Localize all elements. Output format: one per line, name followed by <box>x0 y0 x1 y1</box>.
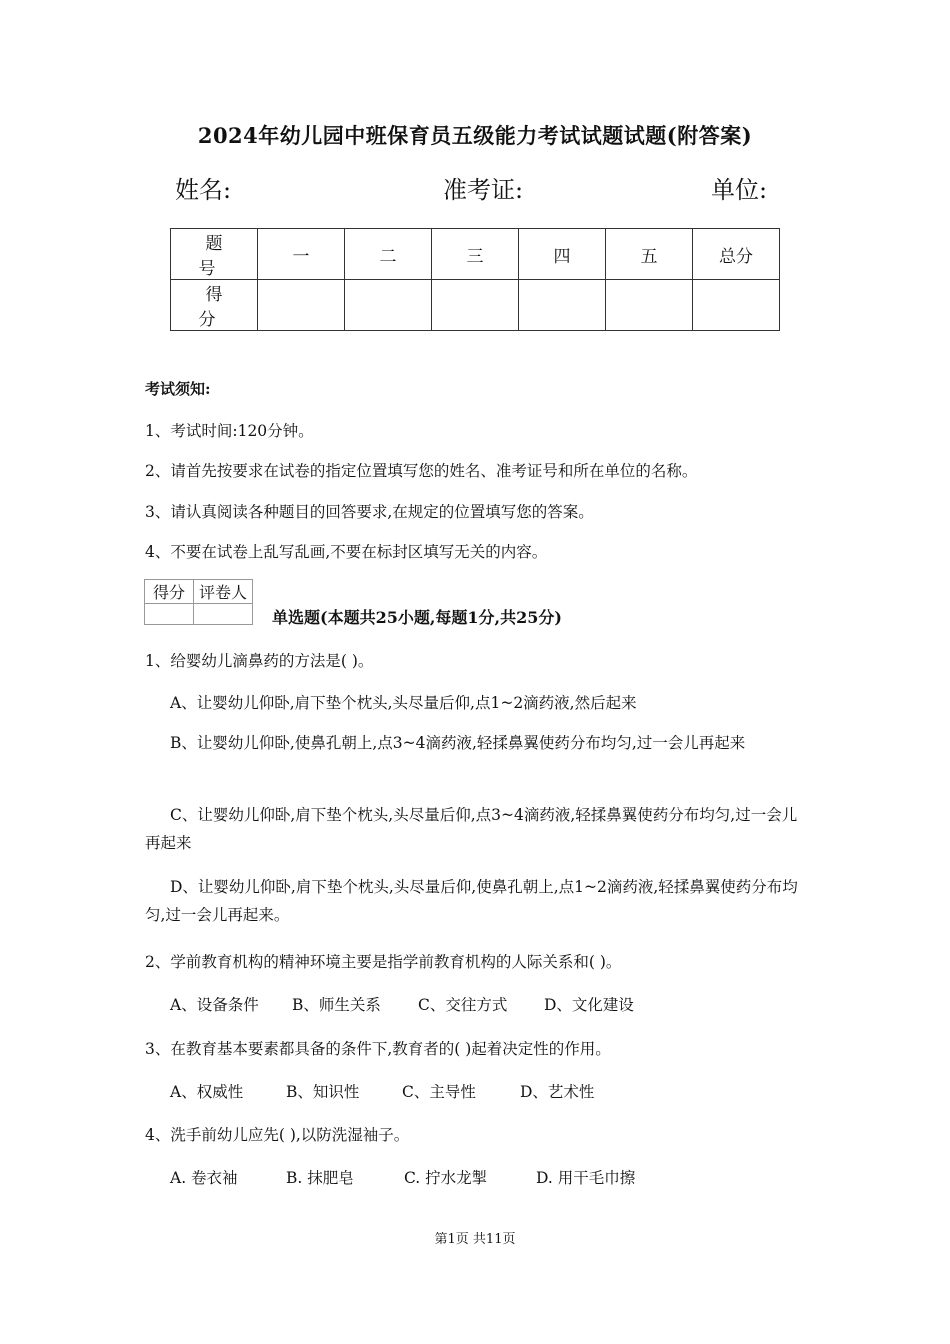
grader-score-cell <box>145 604 194 625</box>
notice-title: 考试须知: <box>145 380 211 398</box>
question-number-header: 题 号 <box>171 229 258 280</box>
section-title: 单选题(本题共25小题,每题1分,共25分) <box>272 608 562 627</box>
option-b: B、师生关系 <box>292 996 381 1014</box>
question-stem: 3、在教育基本要素都具备的条件下,教育者的( )起着决定性的作用。 <box>145 1040 611 1058</box>
option-b: B. 抹肥皂 <box>286 1169 354 1187</box>
notice-item: 4、不要在试卷上乱写乱画,不要在标封区填写无关的内容。 <box>145 543 548 561</box>
options-row <box>170 1166 635 1188</box>
score-table-header-row <box>171 229 780 280</box>
score-cell <box>693 280 780 331</box>
question-stem: 2、学前教育机构的精神环境主要是指学前教育机构的人际关系和( )。 <box>145 953 622 971</box>
unit-label: 单位: <box>711 176 768 204</box>
notice-item: 3、请认真阅读各种题目的回答要求,在规定的位置填写您的答案。 <box>145 503 594 521</box>
section-5-header: 五 <box>606 229 693 280</box>
question-stem: 1、给婴幼儿滴鼻药的方法是( )。 <box>145 652 374 670</box>
option-c: C、主导性 <box>402 1083 476 1101</box>
option-d: D、文化建设 <box>544 996 634 1014</box>
grader-score-label: 得分 <box>145 580 194 604</box>
score-table-score-row <box>171 280 780 331</box>
option-c: C. 拧水龙掣 <box>404 1169 488 1187</box>
grader-name-cell <box>194 604 253 625</box>
notice-item: 1、考试时间:120分钟。 <box>145 422 314 440</box>
option-d: D、艺术性 <box>520 1083 595 1101</box>
section-4-header: 四 <box>519 229 606 280</box>
name-label: 姓名: <box>175 176 232 204</box>
option-c: C、让婴幼儿仰卧,肩下垫个枕头,头尽量后仰,点3~4滴药液,轻揉鼻翼使药分布均匀,过一会儿再起来 <box>145 806 798 852</box>
page-title: 2024年幼儿园中班保育员五级能力考试试题试题(附答案) <box>197 123 753 148</box>
total-header: 总分 <box>693 229 780 280</box>
exam-id-label: 准考证: <box>443 176 524 204</box>
score-row-label: 得 分 <box>171 280 258 331</box>
options-row <box>170 1080 594 1102</box>
page-footer: 第1页 共11页 <box>434 1232 516 1247</box>
section-3-header: 三 <box>432 229 519 280</box>
section-1-header: 一 <box>258 229 345 280</box>
option-b: B、知识性 <box>286 1083 360 1101</box>
score-cell <box>432 280 519 331</box>
option-c: C、交往方式 <box>418 996 508 1014</box>
notice-item: 2、请首先按要求在试卷的指定位置填写您的姓名、准考证号和所在单位的名称。 <box>145 462 698 480</box>
section-2-header: 二 <box>345 229 432 280</box>
grader-box <box>144 579 253 625</box>
option-d: D、让婴幼儿仰卧,肩下垫个枕头,头尽量后仰,使鼻孔朝上,点1~2滴药液,轻揉鼻翼使药分布均匀,过一会儿再起来。 <box>145 878 798 924</box>
option-a: A、权威性 <box>170 1083 244 1101</box>
score-cell <box>258 280 345 331</box>
options-row <box>170 993 634 1015</box>
score-cell <box>606 280 693 331</box>
grader-name-label: 评卷人 <box>194 580 253 604</box>
score-cell <box>345 280 432 331</box>
option-d: D. 用干毛巾擦 <box>536 1169 636 1187</box>
score-cell <box>519 280 606 331</box>
score-table <box>170 228 780 331</box>
question-stem: 4、洗手前幼儿应先( ),以防洗湿袖子。 <box>145 1126 410 1144</box>
option-a: A、让婴幼儿仰卧,肩下垫个枕头,头尽量后仰,点1~2滴药液,然后起来 <box>170 694 637 712</box>
option-b: B、让婴幼儿仰卧,使鼻孔朝上,点3~4滴药液,轻揉鼻翼使药分布均匀,过一会儿再起来 <box>170 734 746 752</box>
option-a: A. 卷衣袖 <box>170 1169 238 1187</box>
option-a: A、设备条件 <box>170 996 259 1014</box>
